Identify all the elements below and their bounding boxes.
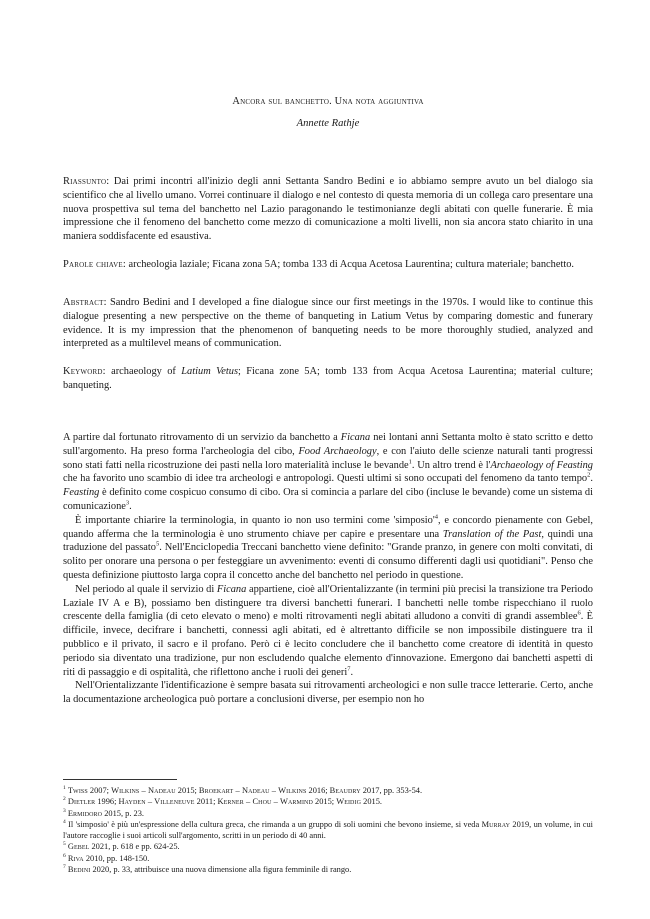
author-ref: Hayden – Villeneuve [118, 797, 195, 807]
body-paragraph [63, 514, 593, 583]
body-paragraph [63, 431, 593, 514]
text-run: Nel periodo al quale il servizio di [75, 583, 215, 595]
parole-chiave-label: Parole chiave: [63, 259, 126, 270]
paper-title: Ancora sul banchetto. Una nota aggiuntiva [232, 96, 424, 107]
text-run: Nell'Orientalizzante l'identificazione è sempre basata sui ritrovamenti archeologici e non sulle tracce letterarie. Certo, anche la documentazione archeologica può portare a conclusioni diverse, per esempio non ho [63, 680, 593, 706]
body-text [63, 431, 593, 707]
italic-run: Ficana [216, 583, 247, 595]
text-run: che ha favorito uno scambio di idee tra archeologi e antropologi. Questi ultimi si sono occupati del fenomeno da tanto tempo [63, 473, 588, 485]
riassunto-text: Dai primi incontri all'inizio degli anni Settanta Sandro Bedini e io abbiamo sempre avuto un bel dialogo sia scientifico che al livello umano. Vorrei continuare il dialogo e nel contesto di questa memoria di un collega caro presentare una nuova prospettiva sul tema del banchetto nel Lazio paragonando le testimonianze degli abitati con quelle funerarie. È mia impressione che il fenomeno del banchetto come mezzo di comunicazione a molti livelli, non sia ancora stato chiarito in una maniera soddisfacente ed esaustiva. [63, 176, 593, 243]
text-run: , e con l'aiuto delle scienze naturali tanti progressi sono stati fatti nella ricostruzione dei pasti nella loro materialità incluse le bevande [63, 445, 593, 471]
keyword-post: ; Ficana zone 5A; tomb 133 from Acqua Acetosa Laurentina; material culture; banqueting. [63, 366, 594, 391]
text-run: A partire dal fortunato ritrovamento di un servizio da banchetto a [63, 432, 338, 443]
keyword-italic: Latium Vetus [181, 366, 239, 377]
footnote-number: 7 [63, 864, 66, 871]
text-run: 2015, p. 23. [102, 808, 144, 818]
text-run: 2020, p. 33, attribuisce una nuova dimensione alla figura femminile di rango. [90, 865, 352, 875]
footnote-4 [63, 819, 593, 842]
author-ref: Bedini [67, 865, 91, 875]
body-paragraph [63, 679, 593, 707]
italic-run: Feasting [63, 487, 100, 499]
keyword-pre: archaeology of [111, 366, 176, 377]
footnote-divider [63, 779, 177, 780]
footnote-7 [63, 864, 593, 875]
text-run: 2015; [175, 786, 199, 795]
keyword-label: Keyword: [63, 366, 106, 377]
author-ref: Weidig [336, 797, 362, 807]
author-name: Annette Rathje [296, 118, 360, 129]
text-run: 2019, un volume, in cui l'autore raccoglie i suoi articoli sull'argomento, scritti in un periodo di 40 anni. [63, 819, 593, 841]
footnote-1 [63, 785, 593, 796]
text-run: 2007; [87, 786, 112, 795]
text-run: Il 'simposio' è più un'espressione della cultura greca, che rimanda a un gruppo di soli uomini che bevono insieme, si veda [68, 819, 482, 829]
footnote-number: 5 [63, 841, 66, 848]
text-run: nei lontani anni Settanta molto è stato scritto e detto sull'argomento. Ha preso forma l'archeologia del cibo, [63, 432, 593, 457]
footnote-ref[interactable]: 7 [347, 665, 351, 673]
italic-run: Archaeology of Feasting [490, 459, 594, 471]
abstract-block [63, 296, 593, 351]
footnote-ref[interactable]: 6 [577, 609, 581, 617]
parole-chiave-block [63, 258, 593, 272]
author-ref: Murray [481, 819, 511, 829]
text-run: . Nell'Enciclopedia Treccani banchetto viene definito: "Grande pranzo, in genere con molti convitati, di solito per onorare una persona o per festeggiare un avvenimento: eventi di consumo differenti dagli usi quotidiani". Penso che questa definizione piuttosto larga copra il concetto anche del banchetto nel periodo in questione. [63, 542, 593, 581]
author-ref: Dietler [67, 797, 96, 807]
text-run: , quindi una traduzione del passato [63, 528, 593, 554]
text-run: appartiene, cioè all'Orientalizzante (in termini più precisi la transizione tra Periodo Laziale IV A e B), possiamo ben distinguere tra diversi banchetti funerari. I banchetti nelle tombe rispecchiano il ruolo crescente della famiglia (di ceto elevato o meno) e molti ritrovamenti negli abitati alludono a conviti di grandi assemblee [63, 583, 594, 623]
footnote-5 [63, 841, 593, 852]
abstract-text: Sandro Bedini and I developed a fine dialogue since our first meetings in the 1970s. I would like to continue this dialogue presenting a new perspective on the theme of banqueting in Latium Vetus by comparing domestic and funerary evidence. It is my impression that the phenomenon of banqueting needs to be more thoroughly studied, analyzed and interpreted as a multilevel means of communication. [63, 297, 593, 350]
text-run: 2016; [306, 786, 330, 795]
text-run: . Un altro trend è l' [411, 459, 491, 471]
author-ref: Ermidoro [67, 808, 103, 818]
text-run: 2015; [312, 797, 337, 807]
text-run: . È difficile, invece, decifrare i banchetti, connessi agli abitati, ed è altrettanto difficile se non impossibile distinguere tra il pubblico e il privato, il sacro e il profano. Però ci è lecito concludere che il banchetto come creatore di identità in questo periodo sia diventato una tradizione, pur non escludendo qualche elemento d'innovazione. Emergono dai banchetti aspetti di riti di passaggio e di ospitalità, che riflettono anche i ruoli dei generi [63, 611, 594, 678]
footnote-number: 4 [63, 819, 66, 826]
parole-chiave-text: archeologia laziale; Ficana zona 5A; tomba 133 di Acqua Acetosa Laurentina; cultura materiale; banchetto. [128, 259, 575, 270]
text-run: 2010, pp. 148-150. [83, 853, 150, 863]
text-run: 2017, pp. 353-54. [360, 786, 423, 795]
riassunto-label: Riassunto: [63, 176, 110, 187]
body-paragraph [63, 583, 593, 680]
author-ref: Broekart – Nadeau – Wilkins [198, 786, 307, 795]
text-run: 1996; [95, 797, 119, 807]
footnote-ref[interactable]: 3 [125, 499, 130, 507]
text-run: è definito come cospicuo consumo di cibo. Ora si comincia a parlare del cibo (incluse le bevande) come un sistema di comunicazione [63, 487, 593, 512]
footnote-2 [63, 796, 593, 807]
footnote-ref[interactable]: 4 [434, 513, 438, 521]
footnotes [63, 785, 593, 875]
text-run: È importante chiarire la terminologia, in quanto io non uso termini come 'simposio' [75, 514, 435, 526]
footnote-number: 2 [63, 796, 66, 803]
italic-run: Translation of the Past [442, 528, 542, 540]
text-run: 2011; [194, 797, 218, 807]
italic-run: Food Archaeology [298, 445, 377, 457]
text-run: 2015. [361, 797, 382, 807]
footnote-6 [63, 853, 593, 864]
text-run: , e concordo pienamente con Gebel, quando afferma che la terminologia è uno strumento chiave per capire e presentare una [63, 514, 593, 540]
footnote-ref[interactable]: 1 [408, 458, 412, 466]
footnote-3 [63, 808, 593, 819]
author-ref: Riva [67, 853, 84, 863]
text-run: 2021, p. 618 e pp. 624-25. [89, 842, 180, 852]
abstract-label: Abstract: [63, 297, 107, 308]
riassunto-block [63, 175, 593, 244]
footnote-number: 3 [63, 807, 66, 814]
author-ref: Wilkins – Nadeau [111, 786, 176, 795]
text-run: . [590, 473, 593, 485]
author-ref: Twiss [67, 786, 88, 795]
text-run: . [129, 500, 132, 512]
author-ref: Kerner – Chou – Warmind [217, 797, 313, 807]
footnote-number: 1 [63, 785, 66, 792]
author-ref: Gebel [67, 842, 90, 852]
italic-run: Ficana [340, 432, 371, 443]
footnote-number: 6 [63, 852, 66, 859]
text-run: . [350, 666, 354, 678]
footnote-ref[interactable]: 5 [155, 540, 160, 548]
keyword-block [63, 365, 593, 393]
author-ref: Beaudry [329, 786, 361, 795]
footnote-ref[interactable]: 2 [587, 471, 591, 479]
